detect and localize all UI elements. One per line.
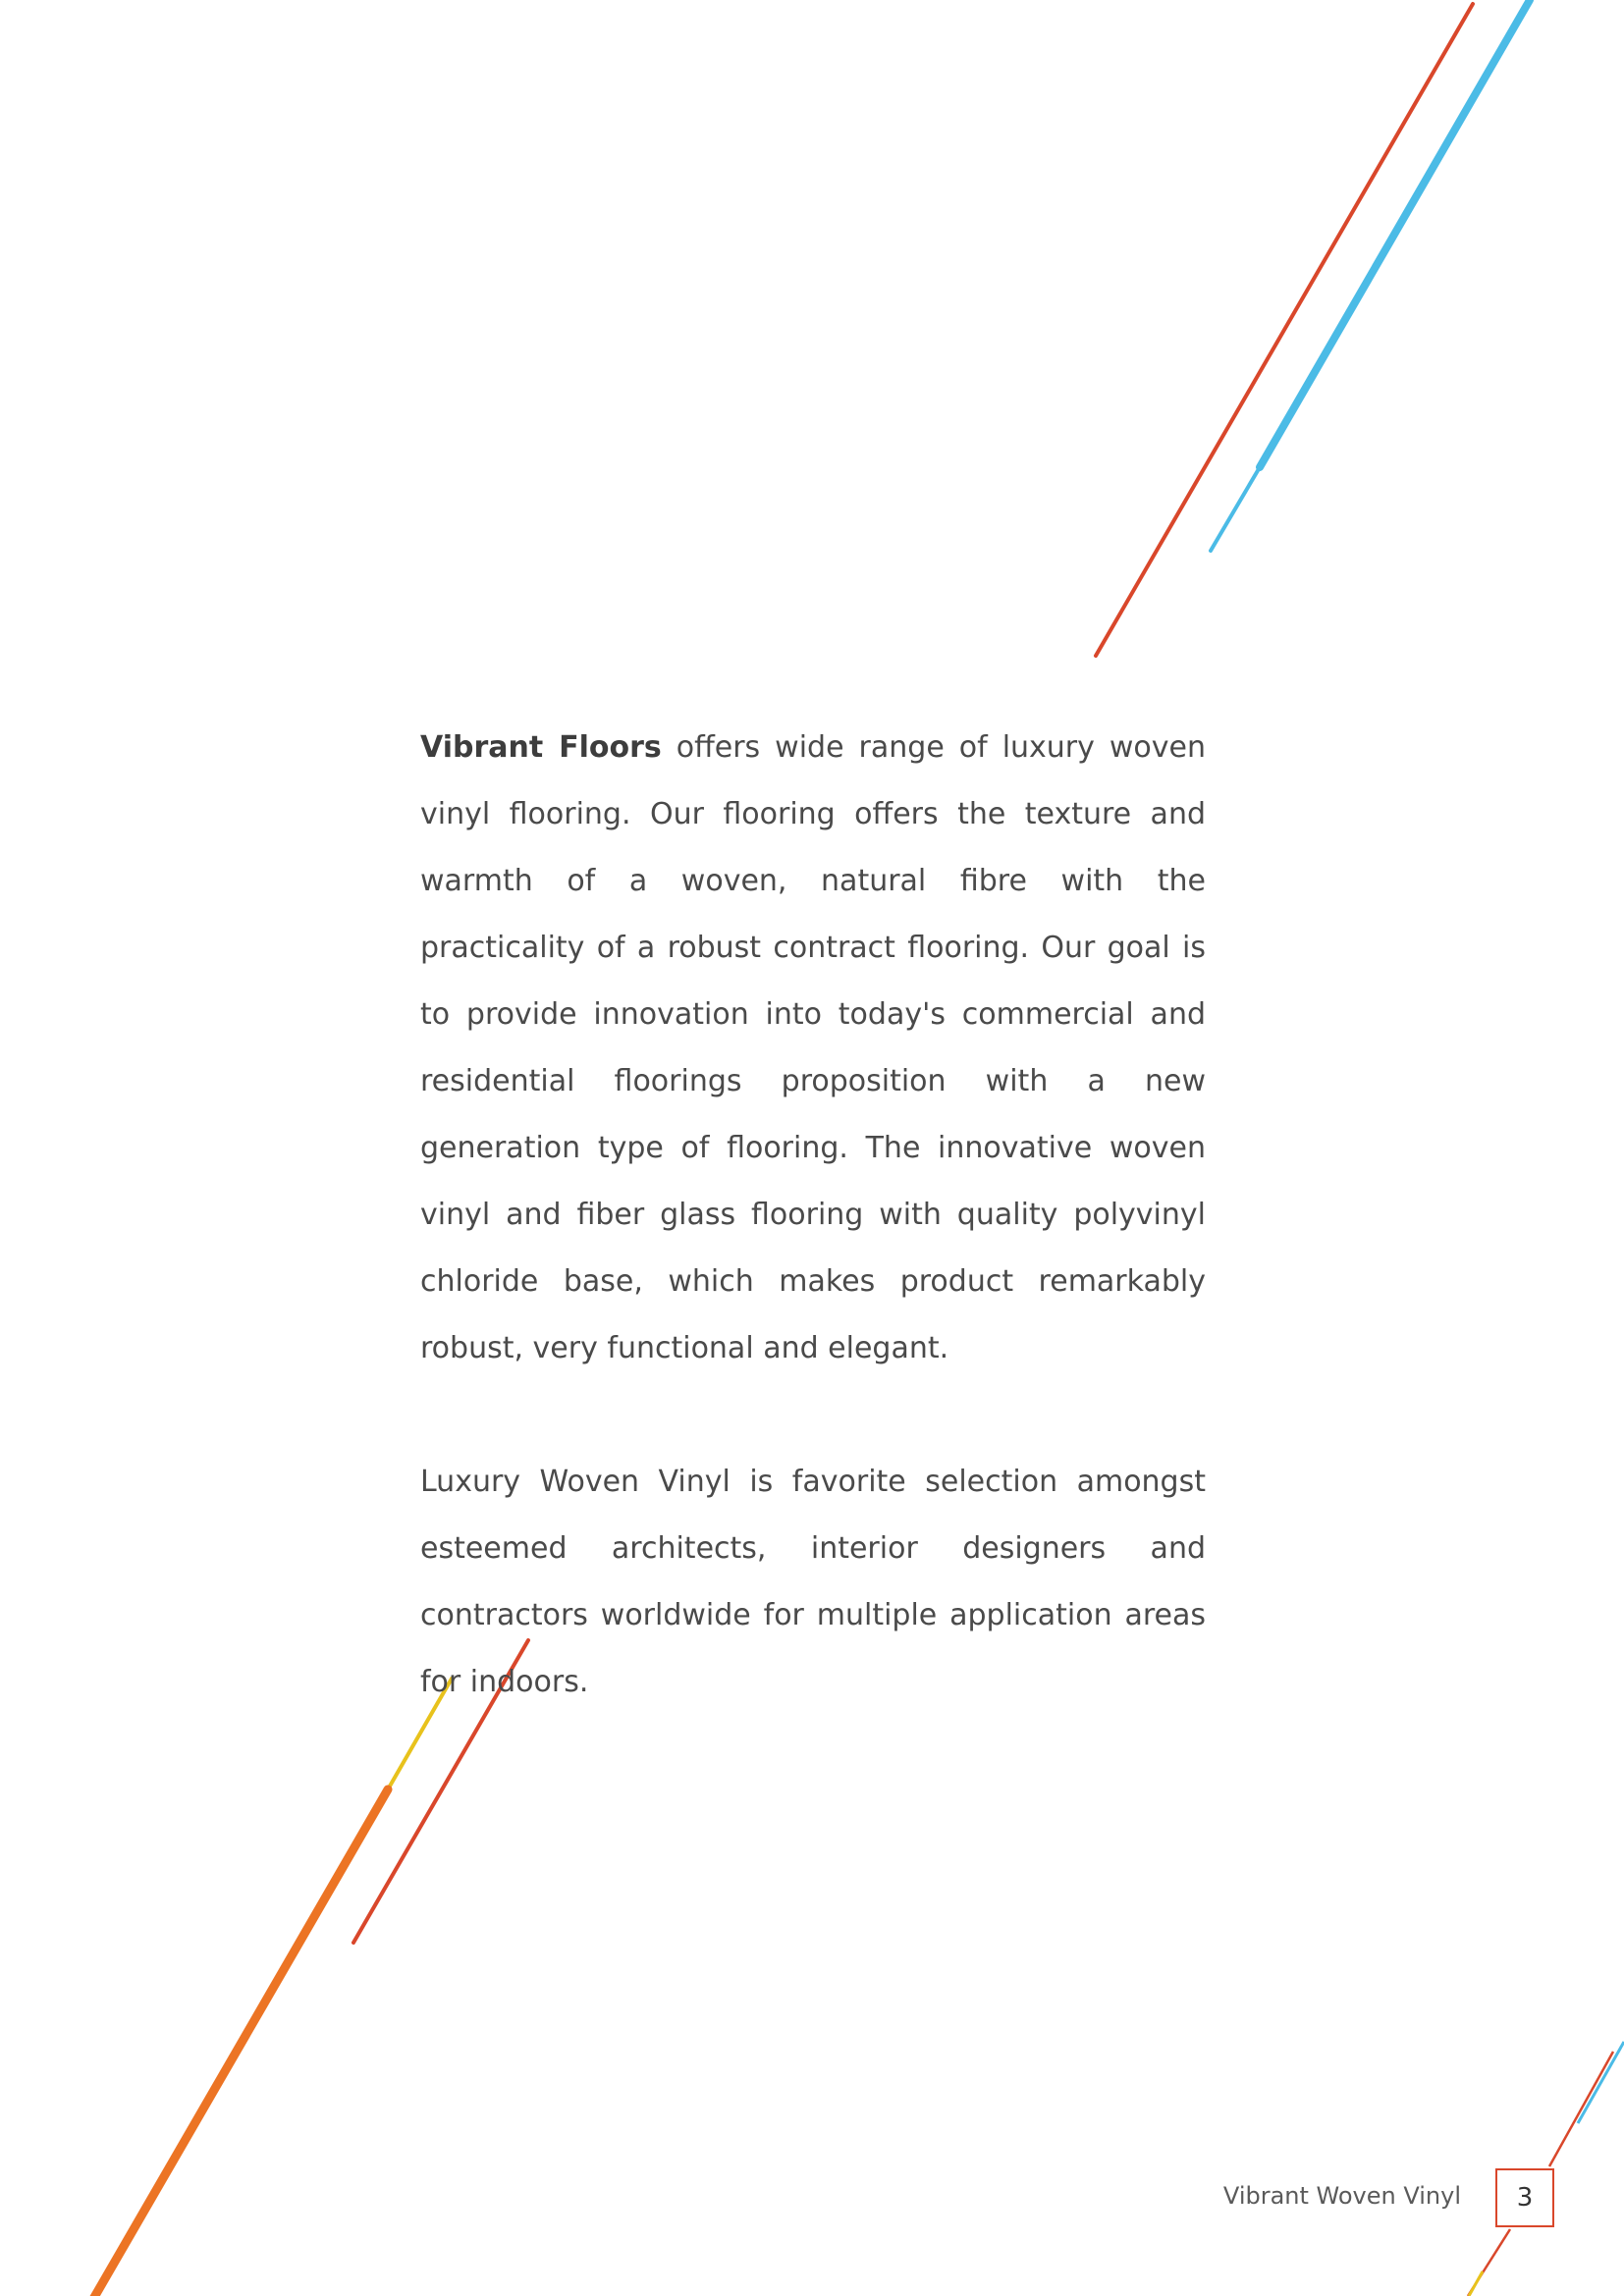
page-number: 3 [1495, 2168, 1554, 2227]
brand-name: Vibrant Floors [420, 730, 662, 765]
body-text [420, 715, 1206, 1716]
intro-paragraph-text: offers wide range of luxury woven vinyl flooring. Our flooring offers the texture and warmth of a woven, natural fibre with the practicality of a robust contract flooring. Our goal is to provide innovation into today's commercial and residential floorings proposition with a new generation type of flooring. The innovative woven vinyl and fiber glass flooring with quality polyvinyl chloride base, which makes product remarkably robust, very functional and elegant. [420, 730, 1207, 1365]
top-blue-line-thick [1260, 0, 1530, 467]
bottom-orange-line [93, 1789, 388, 2296]
footer-yellow-line [1469, 2271, 1483, 2296]
footer-label: Vibrant Woven Vinyl [1222, 2182, 1461, 2210]
second-paragraph: Luxury Woven Vinyl is favorite selection amongst esteemed architects, interior designers and contractors worldwide for multiple application areas for indoors. [420, 1465, 1206, 1699]
top-blue-line-thin [1211, 467, 1260, 551]
footer-blue-line [1578, 2042, 1624, 2123]
footer-red-line-upper [1549, 2052, 1613, 2166]
intro-paragraph [420, 715, 1206, 1382]
top-red-line [1096, 4, 1473, 656]
